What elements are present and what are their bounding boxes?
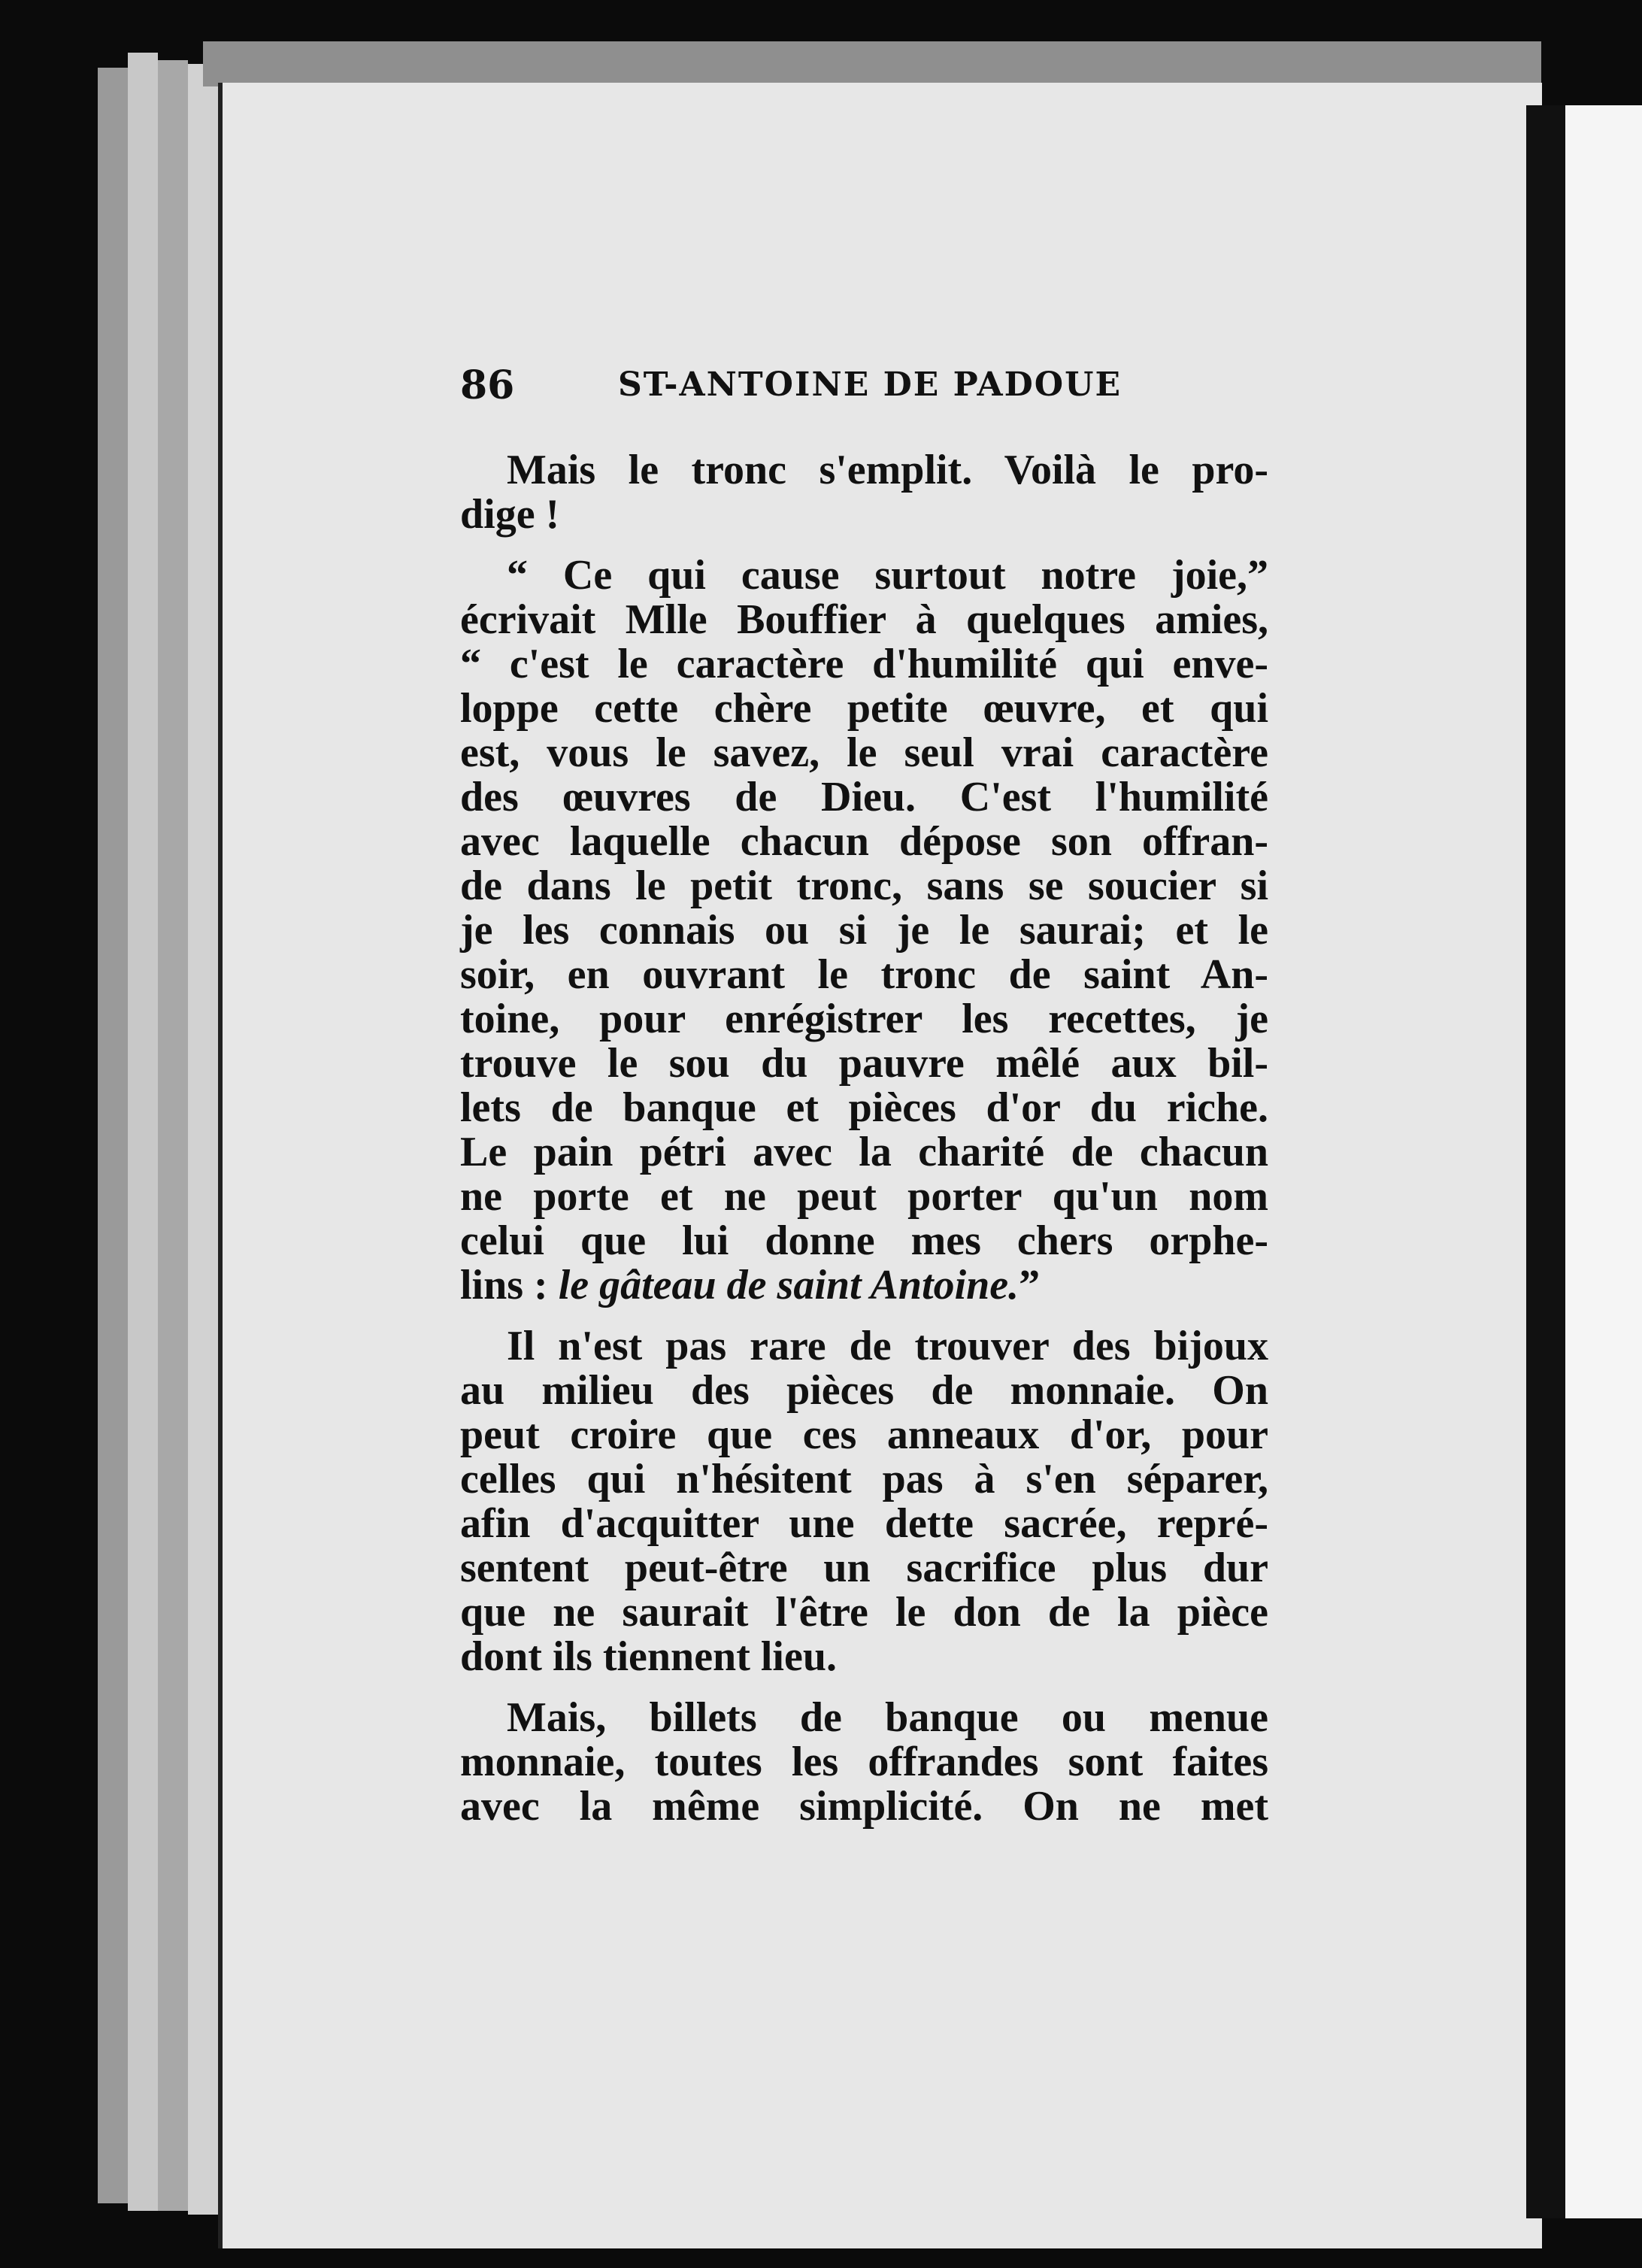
page-edge [128,53,158,2211]
paragraph [460,1696,1268,1829]
page-header [460,362,1272,408]
page-number: 86 [460,362,515,408]
closing-quote: ” [1019,1262,1041,1308]
text-line: Mais le tronc s'emplit. Voilà le pro- [507,447,1268,493]
text-line: peut croire que ces anneaux d'or, pour [460,1411,1268,1458]
text-line: lets de banque et pièces d'or du riche. [460,1084,1268,1131]
text-line: des œuvres de Dieu. C'est l'humilité [460,774,1268,820]
text-line: dont ils tiennent lieu. [460,1633,837,1680]
text-fragment: lins : [460,1262,559,1308]
scan-margin [1565,105,1642,2218]
page-edge [158,60,188,2211]
italic-title: le gâteau de saint Antoine. [558,1262,1019,1308]
text-line: afin d'acquitter une dette sacrée, repré- [460,1500,1268,1547]
text-line: Mais, billets de banque ou menue [507,1694,1268,1741]
text-line: “ Ce qui cause surtout notre joie,” [507,552,1268,599]
body-text [460,448,1268,1845]
text-line: avec la même simplicité. On ne met [460,1783,1268,1830]
page-edge [98,68,128,2203]
text-line: “ c'est le caractère d'humilité qui enve- [460,641,1268,687]
text-line: écrivait Mlle Bouffier à quelques amies, [460,596,1268,643]
paragraph [460,1324,1268,1679]
text-line: de dans le petit tronc, sans se soucier si [460,863,1268,909]
page-edge [188,64,218,2215]
binding-shadow [1526,105,1565,2218]
text-line: ne porte et ne peut porter qu'un nom [460,1173,1268,1220]
text-line: dige ! [460,491,560,538]
text-line: est, vous le savez, le seul vrai caractère [460,729,1268,776]
paragraph [460,553,1268,1308]
running-title: ST-ANTOINE DE PADOUE [618,365,1122,404]
text-line: trouve le sou du pauvre mêlé aux bil- [460,1040,1268,1087]
text-line: avec laquelle chacun dépose son offran- [460,818,1268,865]
text-line: celui que lui donne mes chers orphe- [460,1217,1268,1264]
text-line: sentent peut-être un sacrifice plus dur [460,1545,1268,1591]
text-line: toine, pour enrégistrer les recettes, je [460,996,1268,1042]
text-line: au milieu des pièces de monnaie. On [460,1367,1268,1414]
page-top-edge [203,41,1541,86]
text-line: monnaie, toutes les offrandes sont faites [460,1739,1268,1785]
text-line: je les connais ou si je le saurai; et le [460,907,1268,954]
text-line: loppe cette chère petite œuvre, et qui [460,685,1268,732]
text-line: Le pain pétri avec la charité de chacun [460,1129,1268,1175]
text-line: Il n'est pas rare de trouver des bijoux [507,1323,1268,1369]
paragraph [460,448,1268,537]
text-line: soir, en ouvrant le tronc de saint An- [460,951,1268,998]
text-line: que ne saurait l'être le don de la pièce [460,1589,1268,1636]
text-line-last [460,1263,1268,1308]
text-line: celles qui n'hésitent pas à s'en séparer, [460,1456,1268,1502]
